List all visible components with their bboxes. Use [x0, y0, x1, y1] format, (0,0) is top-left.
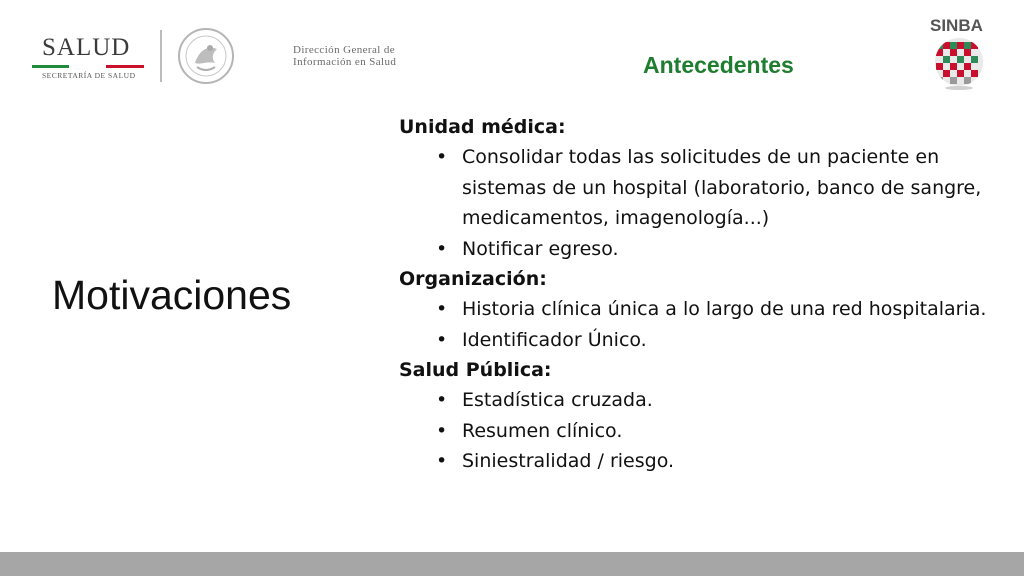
salud-logo: [32, 34, 152, 84]
bullet-item: • Estadística cruzada.: [462, 385, 999, 416]
footer-bar: [0, 552, 1024, 576]
slide-content: [399, 112, 999, 477]
dgis-line-1: Dirección General de: [293, 44, 396, 56]
slide-title: Motivaciones: [52, 272, 292, 318]
bullet-item: • Identificador Único.: [462, 325, 999, 356]
group-heading: Unidad médica:: [399, 116, 566, 138]
bullet-item: • Resumen clínico.: [462, 416, 999, 447]
bullet-list: [399, 385, 999, 477]
bullet-list: [399, 142, 999, 264]
sinba-logo-text: SINBA: [930, 16, 983, 35]
mexico-seal-icon: [177, 27, 235, 85]
bullet-item: • Siniestralidad / riesgo.: [462, 446, 999, 477]
bullet-list: [399, 294, 999, 355]
bullet-item: • Notificar egreso.: [462, 234, 999, 265]
sinba-logo-icon: [932, 36, 986, 90]
salud-logo-stripe: [32, 65, 144, 68]
bullet-item: • Historia clínica única a lo largo de una red hospitalaria.: [462, 294, 999, 325]
group-heading: Salud Pública:: [399, 359, 552, 381]
section-label: Antecedentes: [643, 52, 794, 78]
salud-logo-text: SALUD: [42, 34, 131, 61]
salud-logo-subtitle: SECRETARÍA DE SALUD: [42, 71, 136, 80]
header-divider: [160, 30, 162, 82]
bullet-item: • Consolidar todas las solicitudes de un paciente en sistemas de un hospital (laboratorio, banco de sangre, medicamentos, imagenología...): [462, 142, 999, 234]
dgis-logo-text: [293, 44, 396, 68]
dgis-line-2: Información en Salud: [293, 56, 397, 68]
group-heading: Organización:: [399, 268, 547, 290]
